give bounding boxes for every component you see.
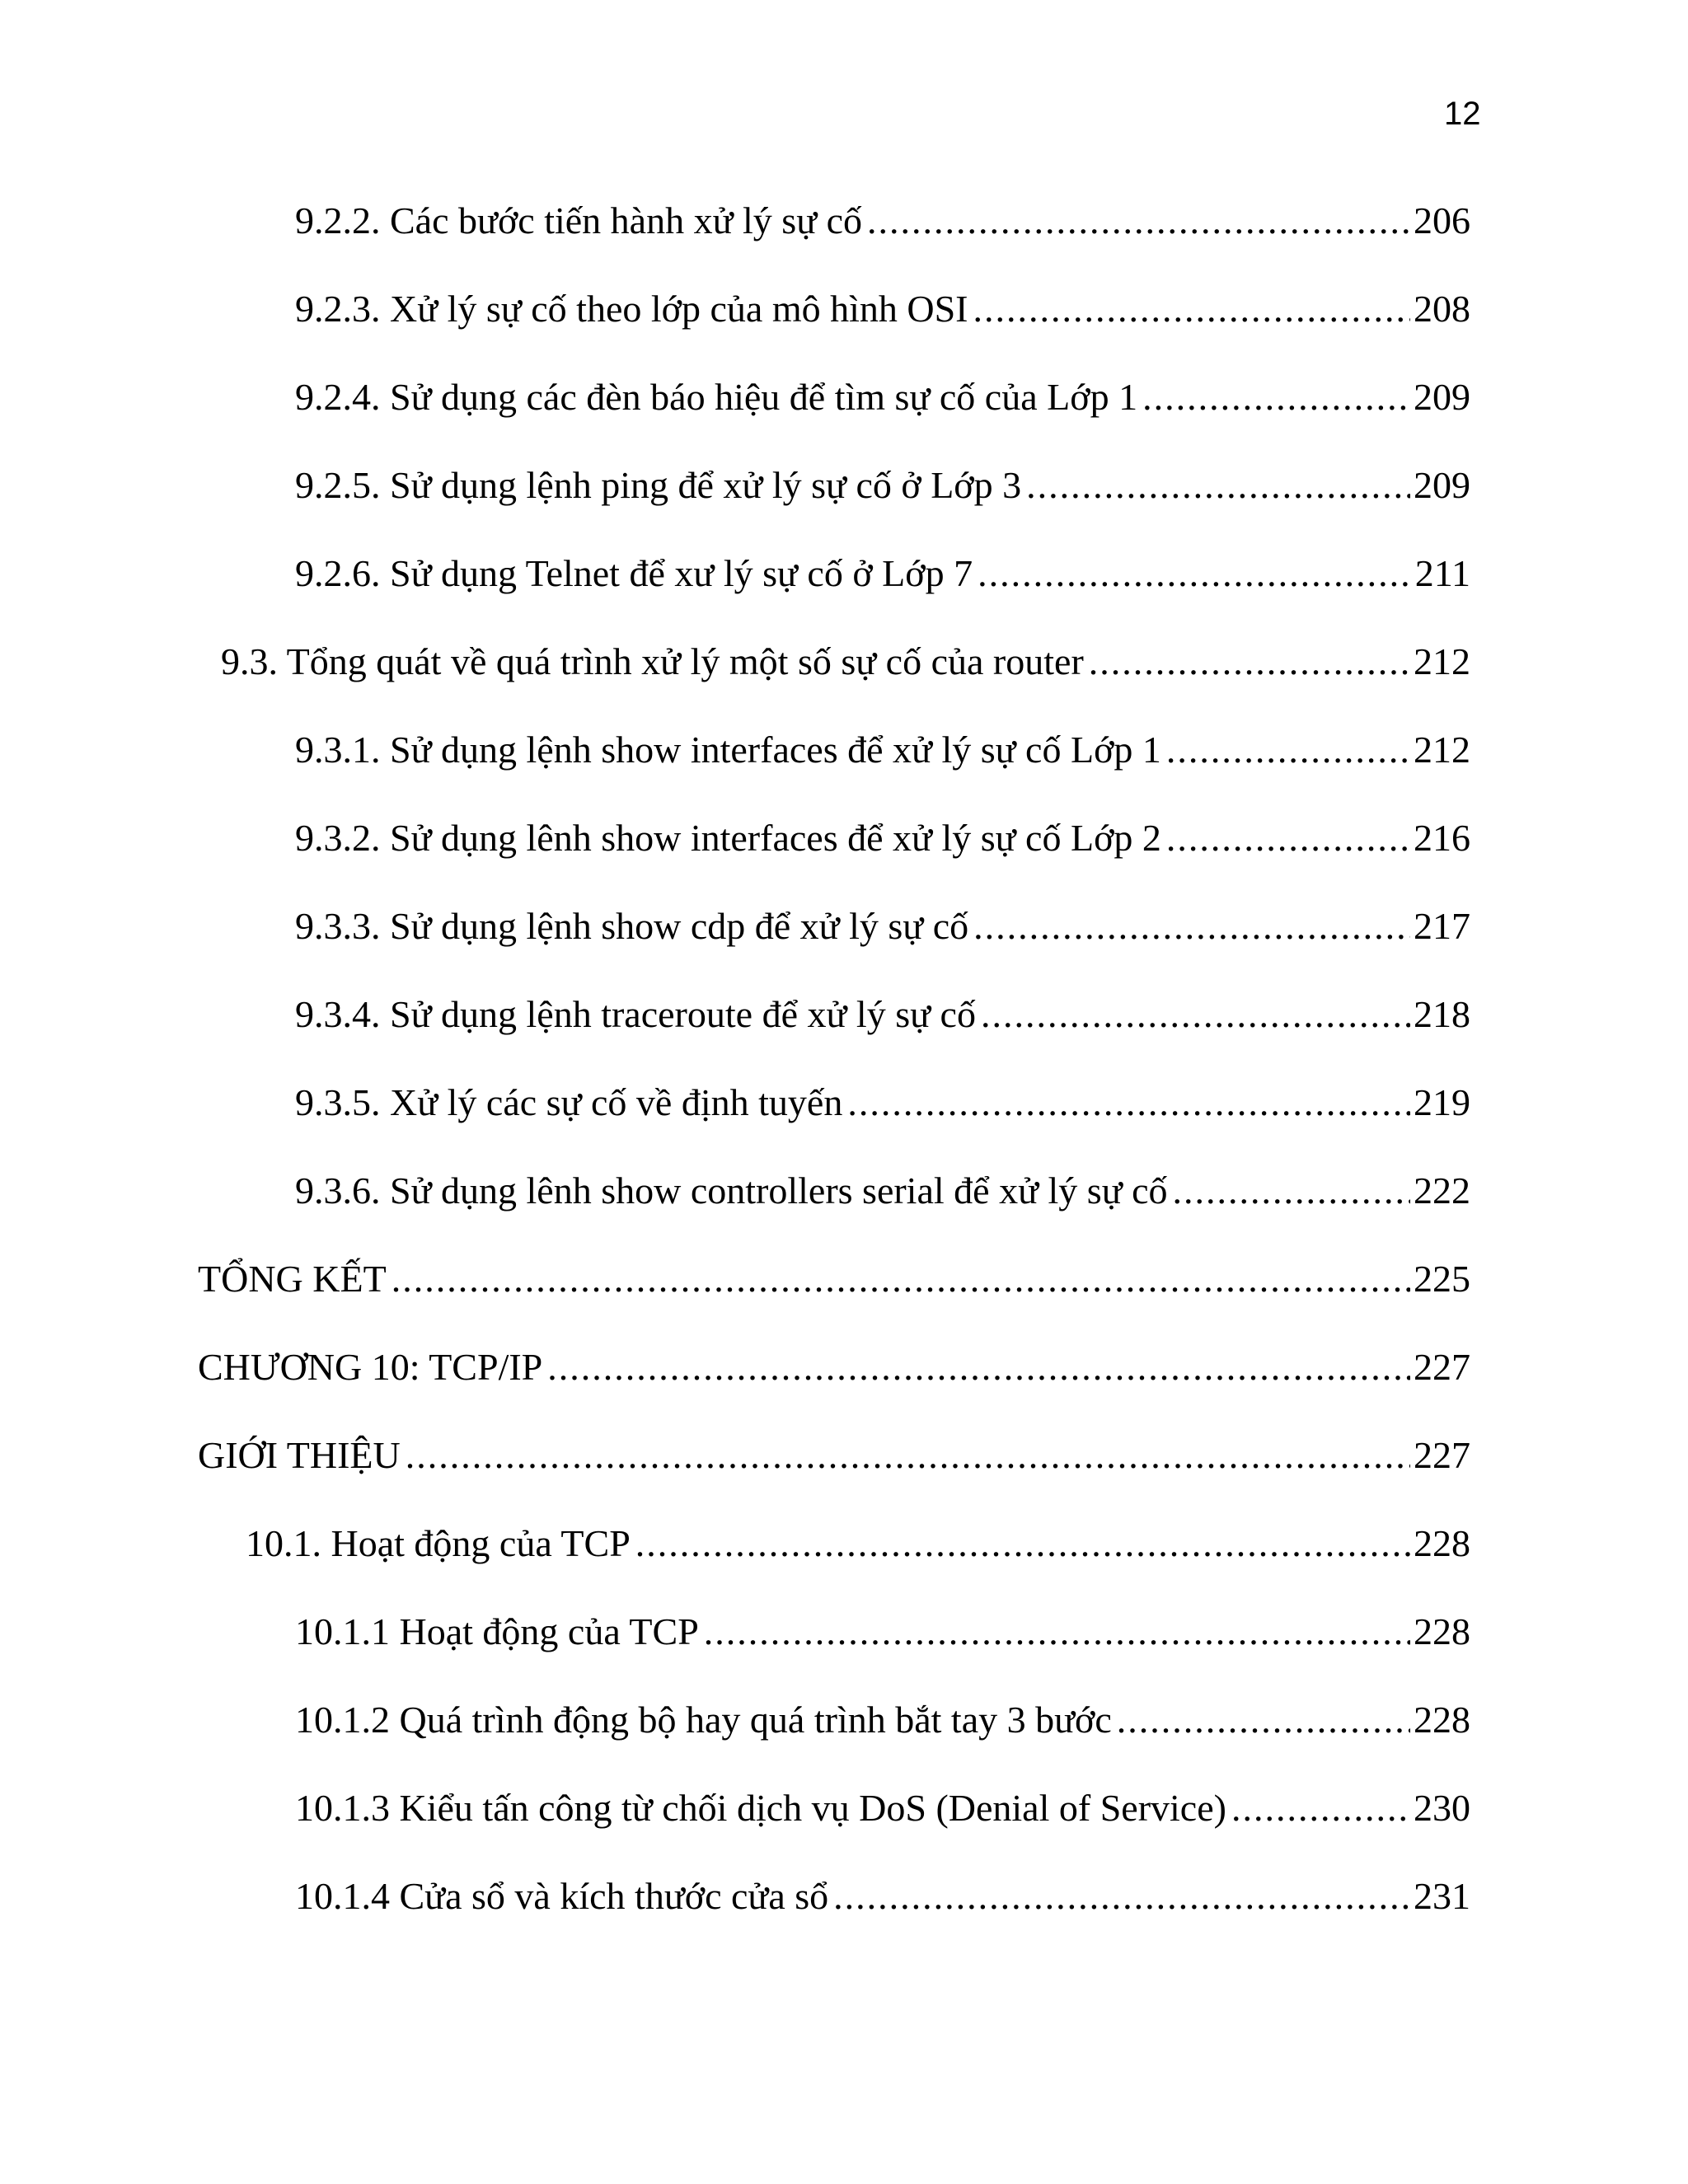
toc-entry-page: 211 xyxy=(1414,552,1470,594)
toc-entry-title: 9.2.5. Sử dụng lệnh ping để xử lý sự cố ở Lớp 3 xyxy=(295,464,1022,506)
dot-leader xyxy=(1166,809,1410,867)
toc-entry-title: 9.3.5. Xử lý các sự cố về định tuyến xyxy=(295,1081,843,1123)
toc-entry[interactable] xyxy=(295,457,1470,514)
toc-entry-title: 10.1. Hoạt động của TCP xyxy=(246,1522,631,1564)
dot-leader xyxy=(1166,721,1410,779)
toc-entry-page: 209 xyxy=(1414,464,1470,506)
toc-entry-title: 9.2.4. Sử dụng các đèn báo hiệu để tìm sự cố của Lớp 1 xyxy=(295,376,1138,418)
toc-entry-page: 231 xyxy=(1414,1875,1470,1917)
dot-leader xyxy=(833,1868,1410,1925)
toc-entry-title: TỔNG KẾT xyxy=(198,1258,387,1300)
toc-entry[interactable] xyxy=(295,192,1470,250)
toc-entry[interactable] xyxy=(295,545,1470,602)
toc-entry[interactable] xyxy=(295,986,1470,1043)
dot-leader xyxy=(704,1603,1410,1661)
toc-entry-page: 212 xyxy=(1414,729,1470,771)
toc-entry[interactable] xyxy=(198,1338,1470,1396)
toc-entry-title: 9.3.1. Sử dụng lệnh show interfaces để xử lý sự cố Lớp 1 xyxy=(295,729,1161,771)
toc-entry[interactable] xyxy=(198,1427,1470,1484)
dot-leader xyxy=(981,986,1410,1043)
toc-entry-page: 225 xyxy=(1414,1258,1470,1300)
toc-entry-page: 216 xyxy=(1414,817,1470,859)
toc-entry[interactable] xyxy=(295,368,1470,426)
toc-entry-title: 10.1.3 Kiểu tấn công từ chối dịch vụ DoS (Denial of Service) xyxy=(295,1787,1226,1829)
dot-leader xyxy=(547,1338,1410,1396)
dot-leader xyxy=(978,545,1412,602)
toc-entry-title: 9.2.3. Xử lý sự cố theo lớp của mô hình OSI xyxy=(295,288,968,330)
dot-leader xyxy=(406,1427,1410,1484)
toc-entry-page: 222 xyxy=(1414,1169,1470,1212)
toc-entry[interactable] xyxy=(295,721,1470,779)
toc-entry-title: 10.1.2 Quá trình động bộ hay quá trình bắt tay 3 bước xyxy=(295,1699,1112,1741)
toc-entry-title: CHƯƠNG 10: TCP/IP xyxy=(198,1346,543,1388)
toc-entry[interactable] xyxy=(295,809,1470,867)
toc-entry[interactable] xyxy=(221,633,1470,691)
toc-entry[interactable] xyxy=(295,280,1470,338)
toc-entry-title: 9.3.3. Sử dụng lệnh show cdp để xử lý sự cố xyxy=(295,905,969,947)
toc-entry[interactable] xyxy=(295,1691,1470,1749)
dot-leader xyxy=(1173,1162,1410,1220)
dot-leader xyxy=(1142,368,1410,426)
toc-entry-page: 208 xyxy=(1414,288,1470,330)
dot-leader xyxy=(847,1074,1410,1132)
toc-entry-title: 9.3.4. Sử dụng lệnh traceroute để xử lý sự cố xyxy=(295,993,976,1035)
toc-entry-title: 10.1.1 Hoạt động của TCP xyxy=(295,1610,699,1652)
toc-entry-page: 228 xyxy=(1414,1522,1470,1564)
toc-entry[interactable] xyxy=(198,1250,1470,1308)
toc-entry-page: 218 xyxy=(1414,993,1470,1035)
toc-entry[interactable] xyxy=(295,1779,1470,1837)
page-number: 12 xyxy=(1444,96,1481,132)
toc-entry[interactable] xyxy=(246,1515,1470,1572)
dot-leader xyxy=(973,898,1410,955)
toc-entry-page: 209 xyxy=(1414,376,1470,418)
toc-entry-page: 219 xyxy=(1414,1081,1470,1123)
toc-entry-title: 10.1.4 Cửa sổ và kích thước cửa sổ xyxy=(295,1875,829,1917)
toc-entry[interactable] xyxy=(295,1162,1470,1220)
toc-entry-page: 227 xyxy=(1414,1346,1470,1388)
dot-leader xyxy=(867,192,1410,250)
toc-entry[interactable] xyxy=(295,1603,1470,1661)
toc-entry-page: 230 xyxy=(1414,1787,1470,1829)
dot-leader xyxy=(1117,1691,1410,1749)
dot-leader xyxy=(973,280,1411,338)
dot-leader xyxy=(1026,457,1410,514)
dot-leader xyxy=(1231,1779,1410,1837)
toc-entry-page: 212 xyxy=(1414,640,1470,682)
dot-leader xyxy=(392,1250,1410,1308)
toc-entry-title: 9.2.6. Sử dụng Telnet để xư lý sự cố ở Lớp 7 xyxy=(295,552,973,594)
toc-entry[interactable] xyxy=(295,898,1470,955)
toc-entry-title: 9.3.6. Sử dụng lênh show controllers serial để xử lý sự cố xyxy=(295,1169,1168,1212)
toc-entry-page: 217 xyxy=(1414,905,1470,947)
toc-entry[interactable] xyxy=(295,1868,1470,1925)
dot-leader xyxy=(1089,633,1410,691)
toc-entry-title: 9.3.2. Sử dụng lênh show interfaces để xử lý sự cố Lớp 2 xyxy=(295,817,1161,859)
toc-entry-page: 227 xyxy=(1414,1434,1470,1476)
toc-entry-page: 228 xyxy=(1414,1699,1470,1741)
toc-entry-page: 228 xyxy=(1414,1610,1470,1652)
toc-entry-title: 9.3. Tổng quát về quá trình xử lý một số sự cố của router xyxy=(221,640,1084,682)
toc-entry-page: 206 xyxy=(1414,199,1470,241)
toc-entry[interactable] xyxy=(295,1074,1470,1132)
dot-leader xyxy=(635,1515,1410,1572)
toc-entry-title: GIỚI THIỆU xyxy=(198,1434,401,1476)
toc-entry-title: 9.2.2. Các bước tiến hành xử lý sự cố xyxy=(295,199,863,241)
